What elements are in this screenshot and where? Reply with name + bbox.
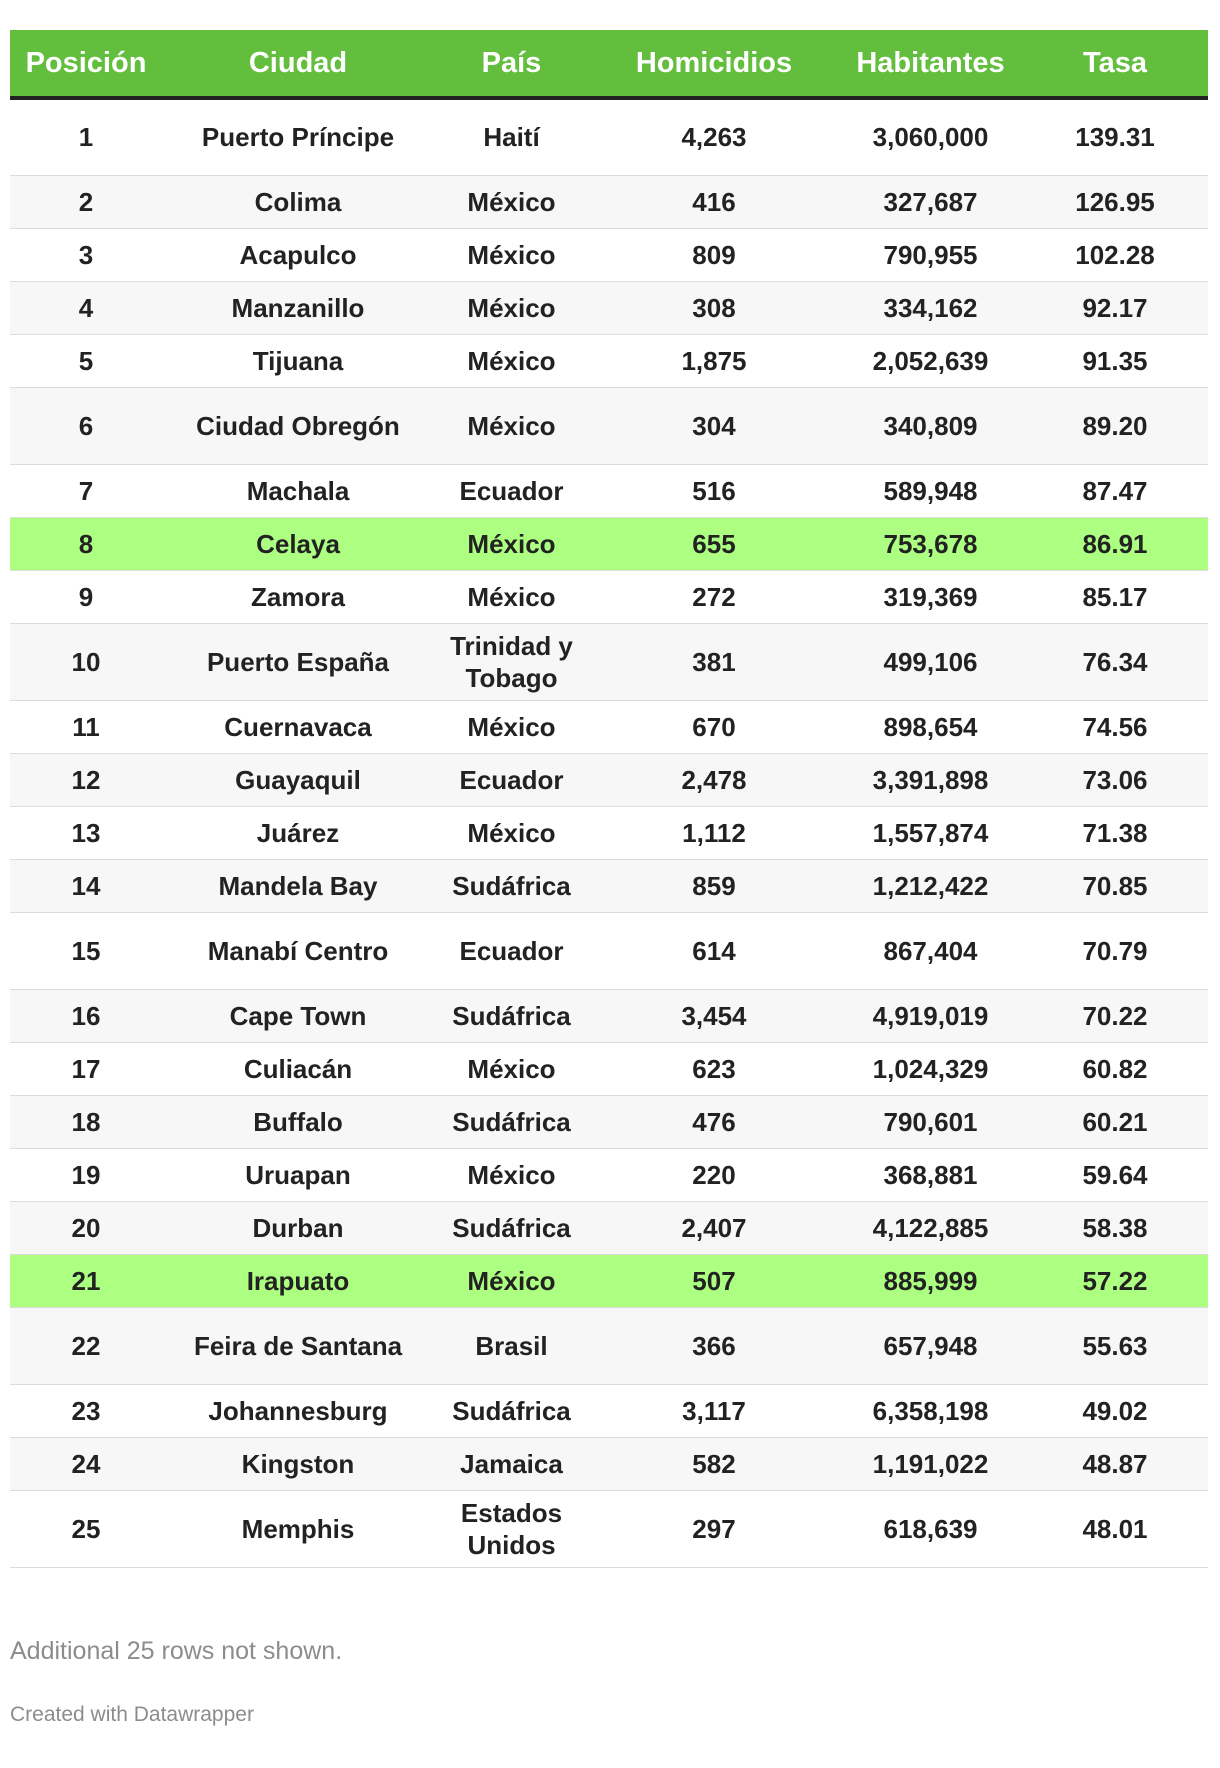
table-row [10, 1490, 1208, 1567]
table-row [10, 806, 1208, 859]
cell-rate: 89.20 [1022, 387, 1208, 464]
cell-city: Tijuana [162, 334, 434, 387]
cell-city: Colima [162, 175, 434, 228]
cell-rate: 59.64 [1022, 1148, 1208, 1201]
cell-country: México [434, 806, 589, 859]
cell-homicides: 507 [589, 1254, 839, 1307]
table-row [10, 387, 1208, 464]
cell-homicides: 809 [589, 228, 839, 281]
cell-country: Haití [434, 98, 589, 175]
cell-population: 1,212,422 [839, 859, 1022, 912]
cell-city: Johannesburg [162, 1384, 434, 1437]
cell-homicides: 416 [589, 175, 839, 228]
cell-city: Ciudad Obregón [162, 387, 434, 464]
cell-position: 6 [10, 387, 162, 464]
cell-homicides: 308 [589, 281, 839, 334]
cell-homicides: 623 [589, 1042, 839, 1095]
cell-rate: 139.31 [1022, 98, 1208, 175]
table-row [10, 1307, 1208, 1384]
cell-city: Juárez [162, 806, 434, 859]
cell-country: México [434, 387, 589, 464]
cell-homicides: 297 [589, 1490, 839, 1567]
cell-homicides: 366 [589, 1307, 839, 1384]
cell-country: México [434, 334, 589, 387]
cell-population: 898,654 [839, 700, 1022, 753]
cell-country: Ecuador [434, 753, 589, 806]
column-header-rate[interactable]: Tasa [1022, 30, 1208, 98]
cell-position: 24 [10, 1437, 162, 1490]
column-header-homicides[interactable]: Homicidios [589, 30, 839, 98]
cell-city: Puerto España [162, 623, 434, 700]
cell-position: 18 [10, 1095, 162, 1148]
cell-city: Cuernavaca [162, 700, 434, 753]
cell-population: 790,601 [839, 1095, 1022, 1148]
cell-homicides: 272 [589, 570, 839, 623]
cell-position: 17 [10, 1042, 162, 1095]
cell-homicides: 655 [589, 517, 839, 570]
cell-city: Cape Town [162, 989, 434, 1042]
cell-position: 19 [10, 1148, 162, 1201]
cell-position: 7 [10, 464, 162, 517]
cell-rate: 55.63 [1022, 1307, 1208, 1384]
cell-country: México [434, 570, 589, 623]
cell-rate: 48.01 [1022, 1490, 1208, 1567]
cell-city: Buffalo [162, 1095, 434, 1148]
rows-not-shown-note: Additional 25 rows not shown. [10, 1637, 343, 1665]
cell-position: 22 [10, 1307, 162, 1384]
cell-rate: 48.87 [1022, 1437, 1208, 1490]
cell-position: 2 [10, 175, 162, 228]
cell-rate: 73.06 [1022, 753, 1208, 806]
cell-city: Manzanillo [162, 281, 434, 334]
table-row [10, 700, 1208, 753]
cell-population: 4,919,019 [839, 989, 1022, 1042]
cell-population: 589,948 [839, 464, 1022, 517]
cell-population: 790,955 [839, 228, 1022, 281]
cell-country: Estados Unidos [434, 1490, 589, 1567]
table-body [10, 98, 1208, 1567]
table-row [10, 517, 1208, 570]
cell-population: 3,060,000 [839, 98, 1022, 175]
cell-country: México [434, 1042, 589, 1095]
cell-country: Brasil [434, 1307, 589, 1384]
cell-city: Manabí Centro [162, 912, 434, 989]
cell-city: Kingston [162, 1437, 434, 1490]
cell-homicides: 4,263 [589, 98, 839, 175]
table-row [10, 623, 1208, 700]
cell-position: 21 [10, 1254, 162, 1307]
cell-position: 16 [10, 989, 162, 1042]
cell-country: Sudáfrica [434, 1201, 589, 1254]
cell-country: Sudáfrica [434, 859, 589, 912]
cell-city: Celaya [162, 517, 434, 570]
column-header-country[interactable]: País [434, 30, 589, 98]
cell-city: Uruapan [162, 1148, 434, 1201]
cell-population: 1,557,874 [839, 806, 1022, 859]
cell-rate: 76.34 [1022, 623, 1208, 700]
cell-position: 10 [10, 623, 162, 700]
table-row [10, 1254, 1208, 1307]
cell-country: Ecuador [434, 464, 589, 517]
cell-country: México [434, 517, 589, 570]
cell-homicides: 476 [589, 1095, 839, 1148]
cell-position: 12 [10, 753, 162, 806]
table-row [10, 753, 1208, 806]
cell-population: 618,639 [839, 1490, 1022, 1567]
cell-population: 340,809 [839, 387, 1022, 464]
table-row [10, 989, 1208, 1042]
cell-rate: 92.17 [1022, 281, 1208, 334]
table-row [10, 1148, 1208, 1201]
cell-position: 13 [10, 806, 162, 859]
cell-rate: 70.85 [1022, 859, 1208, 912]
cell-city: Culiacán [162, 1042, 434, 1095]
column-header-population[interactable]: Habitantes [839, 30, 1022, 98]
cell-homicides: 1,112 [589, 806, 839, 859]
cell-rate: 58.38 [1022, 1201, 1208, 1254]
cell-homicides: 1,875 [589, 334, 839, 387]
cell-rate: 60.82 [1022, 1042, 1208, 1095]
cell-city: Memphis [162, 1490, 434, 1567]
cell-rate: 85.17 [1022, 570, 1208, 623]
cell-country: Sudáfrica [434, 1095, 589, 1148]
cell-population: 657,948 [839, 1307, 1022, 1384]
cell-position: 25 [10, 1490, 162, 1567]
cell-population: 368,881 [839, 1148, 1022, 1201]
ranking-table [10, 30, 1208, 1568]
cell-population: 2,052,639 [839, 334, 1022, 387]
cell-rate: 74.56 [1022, 700, 1208, 753]
cell-position: 4 [10, 281, 162, 334]
cell-population: 867,404 [839, 912, 1022, 989]
cell-homicides: 304 [589, 387, 839, 464]
cell-homicides: 2,478 [589, 753, 839, 806]
table-row [10, 1201, 1208, 1254]
cell-homicides: 859 [589, 859, 839, 912]
cell-position: 15 [10, 912, 162, 989]
cell-country: México [434, 228, 589, 281]
column-header-position[interactable]: Posición [10, 30, 162, 98]
cell-city: Machala [162, 464, 434, 517]
cell-homicides: 670 [589, 700, 839, 753]
cell-country: México [434, 1254, 589, 1307]
cell-homicides: 614 [589, 912, 839, 989]
cell-rate: 126.95 [1022, 175, 1208, 228]
cell-country: Jamaica [434, 1437, 589, 1490]
cell-city: Durban [162, 1201, 434, 1254]
table-row [10, 912, 1208, 989]
cell-population: 4,122,885 [839, 1201, 1022, 1254]
cell-population: 1,191,022 [839, 1437, 1022, 1490]
cell-country: México [434, 281, 589, 334]
cell-population: 319,369 [839, 570, 1022, 623]
cell-country: Ecuador [434, 912, 589, 989]
table-row [10, 1384, 1208, 1437]
cell-country: Sudáfrica [434, 989, 589, 1042]
cell-position: 11 [10, 700, 162, 753]
table-container [10, 30, 1208, 1568]
table-row [10, 1437, 1208, 1490]
cell-population: 3,391,898 [839, 753, 1022, 806]
cell-population: 334,162 [839, 281, 1022, 334]
table-header [10, 30, 1208, 98]
table-row [10, 464, 1208, 517]
cell-country: México [434, 1148, 589, 1201]
cell-rate: 102.28 [1022, 228, 1208, 281]
cell-city: Acapulco [162, 228, 434, 281]
cell-homicides: 381 [589, 623, 839, 700]
table-row [10, 98, 1208, 175]
cell-position: 3 [10, 228, 162, 281]
cell-country: Sudáfrica [434, 1384, 589, 1437]
cell-population: 327,687 [839, 175, 1022, 228]
cell-homicides: 582 [589, 1437, 839, 1490]
cell-country: México [434, 700, 589, 753]
table-row [10, 281, 1208, 334]
cell-position: 9 [10, 570, 162, 623]
cell-population: 1,024,329 [839, 1042, 1022, 1095]
cell-country: Trinidad y Tobago [434, 623, 589, 700]
cell-rate: 57.22 [1022, 1254, 1208, 1307]
table-row [10, 334, 1208, 387]
cell-population: 6,358,198 [839, 1384, 1022, 1437]
cell-position: 8 [10, 517, 162, 570]
cell-rate: 71.38 [1022, 806, 1208, 859]
cell-position: 20 [10, 1201, 162, 1254]
cell-population: 885,999 [839, 1254, 1022, 1307]
table-row [10, 570, 1208, 623]
cell-position: 5 [10, 334, 162, 387]
cell-population: 753,678 [839, 517, 1022, 570]
cell-rate: 49.02 [1022, 1384, 1208, 1437]
cell-homicides: 3,454 [589, 989, 839, 1042]
cell-rate: 70.79 [1022, 912, 1208, 989]
cell-rate: 86.91 [1022, 517, 1208, 570]
cell-city: Guayaquil [162, 753, 434, 806]
cell-city: Feira de Santana [162, 1307, 434, 1384]
cell-city: Irapuato [162, 1254, 434, 1307]
cell-country: México [434, 175, 589, 228]
cell-city: Mandela Bay [162, 859, 434, 912]
table-row [10, 1095, 1208, 1148]
cell-homicides: 2,407 [589, 1201, 839, 1254]
cell-position: 1 [10, 98, 162, 175]
cell-rate: 87.47 [1022, 464, 1208, 517]
cell-homicides: 220 [589, 1148, 839, 1201]
cell-position: 14 [10, 859, 162, 912]
cell-city: Zamora [162, 570, 434, 623]
cell-homicides: 3,117 [589, 1384, 839, 1437]
cell-population: 499,106 [839, 623, 1022, 700]
table-row [10, 228, 1208, 281]
table-row [10, 1042, 1208, 1095]
cell-rate: 91.35 [1022, 334, 1208, 387]
table-row [10, 175, 1208, 228]
datawrapper-credit: Created with Datawrapper [10, 1703, 254, 1726]
table-row [10, 859, 1208, 912]
cell-rate: 60.21 [1022, 1095, 1208, 1148]
cell-homicides: 516 [589, 464, 839, 517]
cell-rate: 70.22 [1022, 989, 1208, 1042]
cell-city: Puerto Príncipe [162, 98, 434, 175]
cell-position: 23 [10, 1384, 162, 1437]
column-header-city[interactable]: Ciudad [162, 30, 434, 98]
